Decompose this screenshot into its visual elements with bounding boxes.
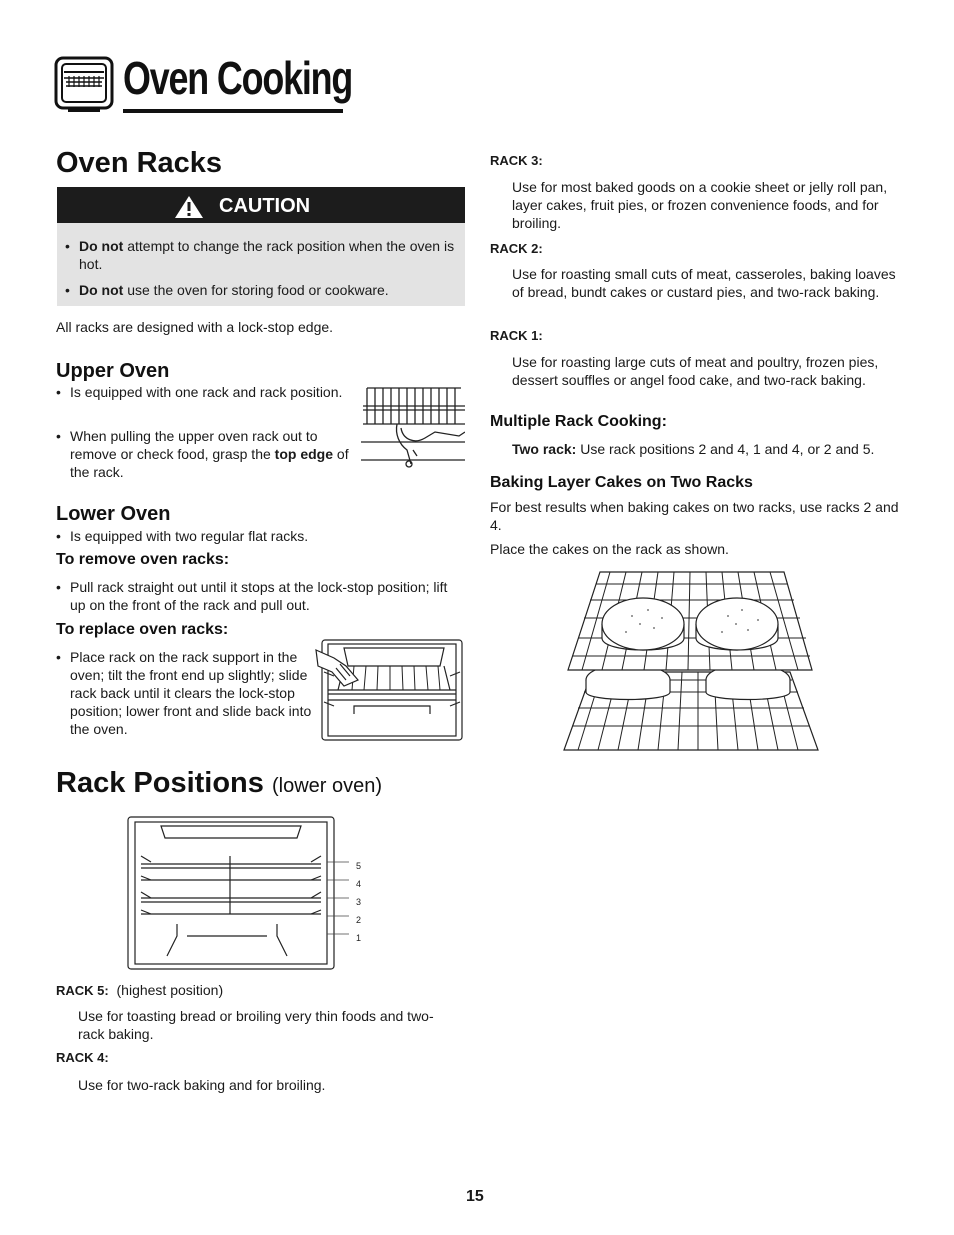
list-item-text: Place rack on the rack support in the oven; tilt the front end up slightly; slide rack back until it clears the lock-stop position; lower front and slide back into the oven. — [70, 649, 312, 737]
caution-emphasis: Do not — [79, 238, 124, 254]
list-item-text: When pulling the upper oven rack out to remove or check food, grasp the — [70, 428, 318, 462]
section-title-oven-racks: Oven Racks — [56, 147, 223, 179]
rack5-label: RACK 5: — [56, 983, 109, 998]
replace-rack-illustration — [314, 636, 466, 742]
list-item-text: Pull rack straight out until it stops at the lock-stop position; lift up on the front of the rack and pull out. — [70, 579, 448, 613]
rack5-text: Use for toasting bread or broiling very thin foods and two-rack baking. — [78, 1008, 434, 1042]
rack4-label: RACK 4: — [56, 1050, 109, 1065]
rack3-text: Use for most baked goods on a cookie sheet or jelly roll pan, layer cakes, fruit pies, or frozen convenience foods, and for broiling. — [512, 179, 888, 231]
caution-box — [57, 187, 465, 306]
caution-header-bar — [57, 187, 465, 223]
rack-positions-diagram — [127, 816, 367, 972]
list-item: • Pull rack straight out until it stops at the lock-stop position; lift up on the front of the rack and pull out. — [56, 578, 460, 614]
warning-icon — [174, 195, 204, 219]
upper-rack-illustration — [361, 384, 465, 472]
page-title: Oven Cooking — [123, 52, 353, 104]
title-underline — [123, 109, 343, 113]
rack-positions-subtitle: (lower oven) — [271, 775, 383, 797]
rack1-label: RACK 1: — [490, 328, 543, 343]
page-number: 15 — [466, 1188, 484, 1205]
list-item-text: Is equipped with one rack and rack position. — [70, 384, 343, 400]
list-item-text: of the rack. — [70, 446, 349, 480]
rack-number: 3 — [356, 897, 362, 907]
caution-emphasis: Do not — [79, 282, 124, 298]
caution-item: • Do not use the oven for storing food or cookware. — [65, 282, 389, 298]
rack1-text: Use for roasting large cuts of meat and poultry, frozen pies, dessert souffles or angel food cake, and two-rack baking. — [512, 354, 879, 388]
rack-number: 1 — [356, 933, 362, 943]
oven-icon — [54, 56, 114, 114]
caution-text: use the oven for storing food or cookware. — [123, 282, 389, 298]
rack5-note: (highest position) — [116, 982, 224, 998]
caution-label: CAUTION — [219, 195, 311, 217]
multiple-rack-emphasis: Two rack: — [512, 441, 577, 457]
rack5-heading — [56, 981, 223, 999]
list-item: • Is equipped with one rack and rack position. — [56, 383, 346, 401]
list-item: • When pulling the upper oven rack out to remove or check food, grasp the top edge of the rack. — [56, 428, 349, 480]
list-item: • Place rack on the rack support in the oven; tilt the front end up slightly; slide rack back until it clears the lock-stop position; lower front and slide back into the oven. — [56, 648, 314, 738]
heading-layer-cakes: Baking Layer Cakes on Two Racks — [490, 474, 753, 491]
heading-remove-racks: To remove oven racks: — [56, 551, 230, 568]
rack-number-labels — [356, 857, 361, 947]
heading-replace-racks: To replace oven racks: — [56, 621, 229, 638]
section-title-rack-positions — [56, 766, 382, 803]
heading-upper-oven: Upper Oven — [56, 360, 170, 382]
lock-stop-note: All racks are designed with a lock-stop edge. — [56, 319, 334, 335]
rack3-label: RACK 3: — [490, 153, 543, 168]
rack-number: 4 — [356, 879, 362, 889]
rack-positions-title: Rack Positions — [56, 767, 264, 799]
layer-cakes-illustration — [562, 568, 820, 754]
layer-cakes-p2: Place the cakes on the rack as shown. — [490, 541, 729, 557]
rack4-text: Use for two-rack baking and for broiling. — [78, 1077, 326, 1093]
list-item-text: Is equipped with two regular flat racks. — [70, 528, 309, 544]
multiple-rack-detail: Use rack positions 2 and 4, 1 and 4, or 2 and 5. — [576, 441, 875, 457]
list-item-emphasis: top edge — [274, 446, 334, 462]
caution-item: • Do not attempt to change the rack position when the oven is hot. — [65, 238, 455, 272]
layer-cakes-p1: For best results when baking cakes on two racks, use racks 2 and 4. — [490, 499, 899, 533]
rack2-label: RACK 2: — [490, 241, 543, 256]
rack-number: 2 — [356, 915, 362, 925]
list-item: • Is equipped with two regular flat racks. — [56, 527, 456, 545]
heading-lower-oven: Lower Oven — [56, 503, 171, 525]
rack2-text: Use for roasting small cuts of meat, casseroles, baking loaves of bread, bundt cakes or custard pies, and two-rack baking. — [512, 266, 896, 300]
multiple-rack-text — [512, 440, 912, 458]
caution-text: attempt to change the rack position when the oven is hot. — [79, 238, 455, 272]
heading-multiple-rack: Multiple Rack Cooking: — [490, 413, 667, 430]
rack-number: 5 — [356, 861, 362, 871]
